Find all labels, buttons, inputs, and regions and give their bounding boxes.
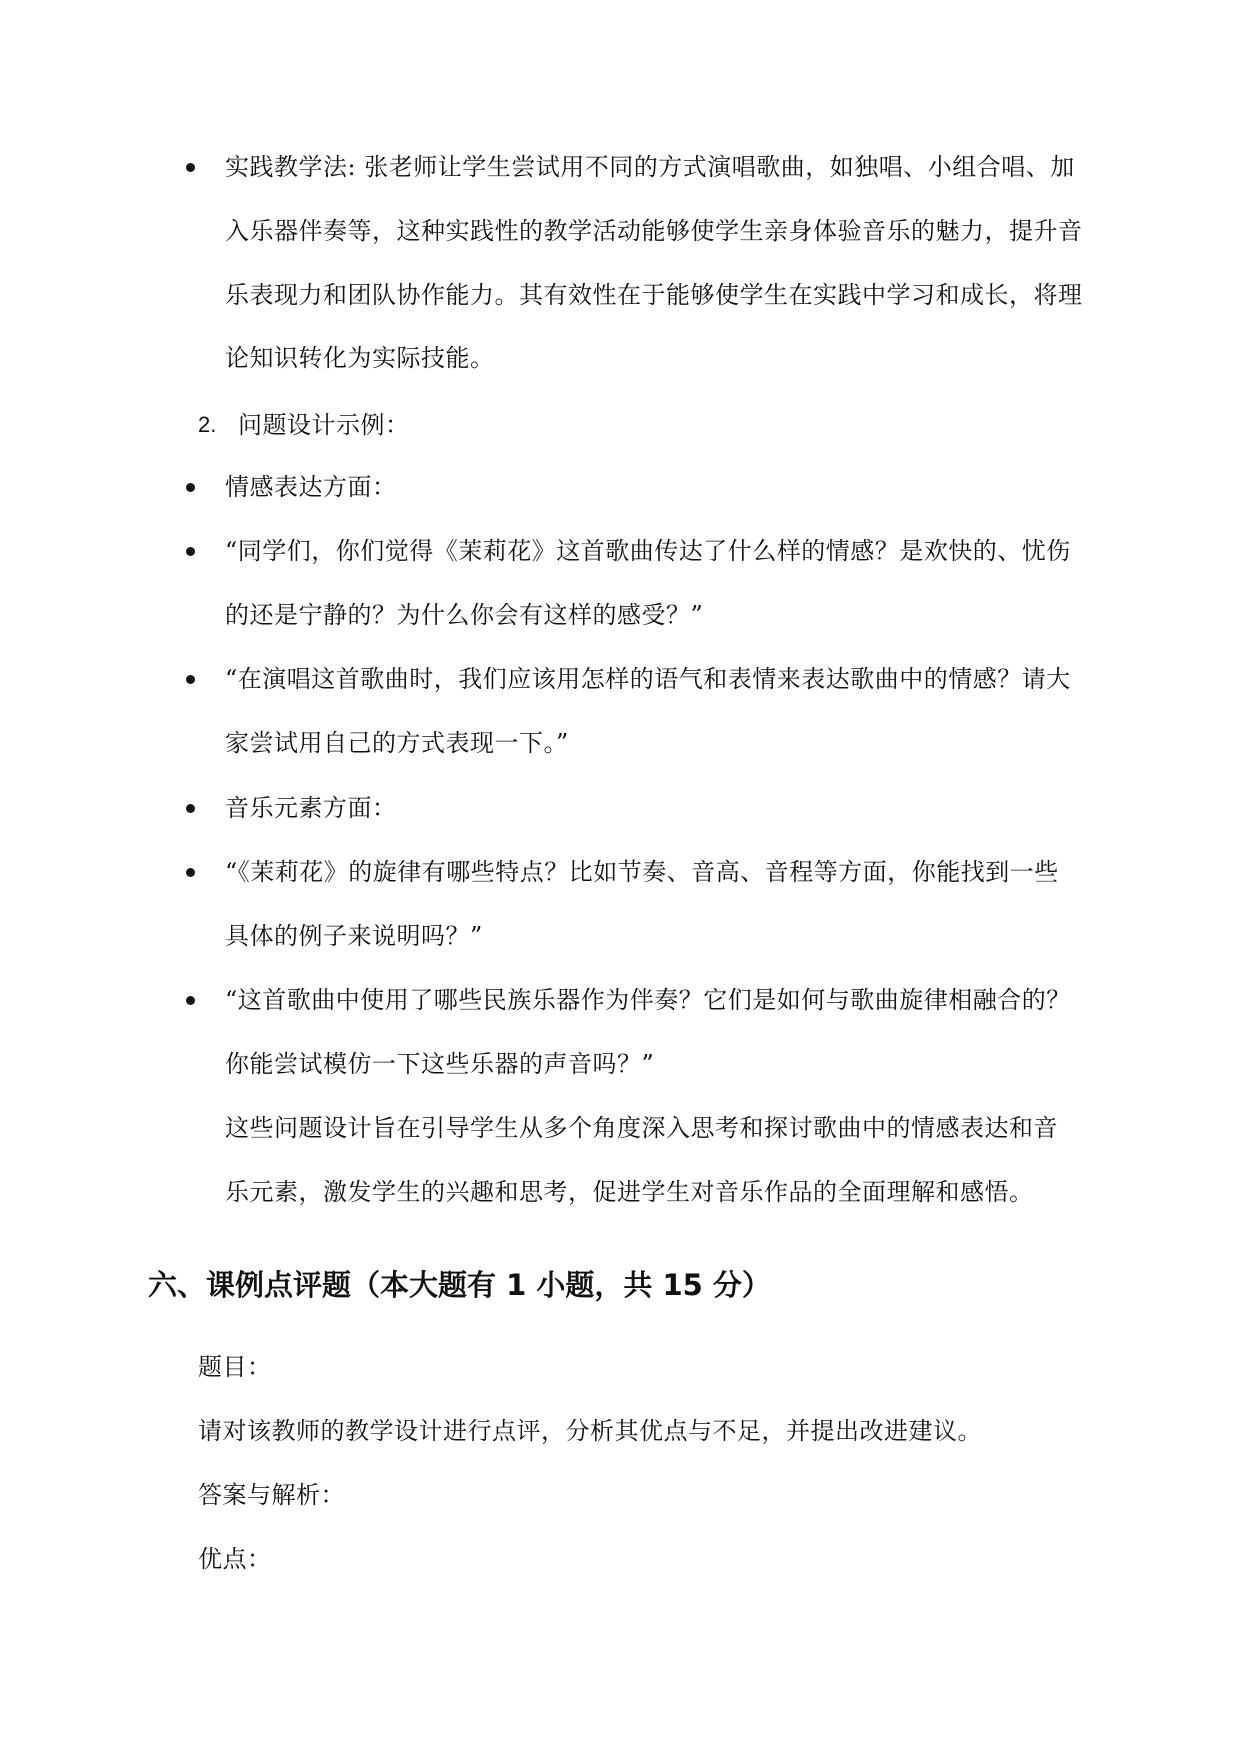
music-q1-line-1: “《茉莉花》的旋律有哪些特点？比如节奏、音高、音程等方面，你能找到一些 xyxy=(225,858,1059,886)
practice-line-4: 论知识转化为实际技能。 xyxy=(225,344,495,372)
answer-label: 答案与解析： xyxy=(198,1481,345,1509)
emotion-header: 情感表达方面： xyxy=(225,473,397,501)
music-q1-line-2: 具体的例子来说明吗？” xyxy=(225,922,483,950)
list-number-2: 2. xyxy=(198,412,217,437)
summary-line-2: 乐元素，激发学生的兴趣和思考，促进学生对音乐作品的全面理解和感悟。 xyxy=(225,1178,1034,1206)
music-q2-line-2: 你能尝试模仿一下这些乐器的声音吗？” xyxy=(225,1050,655,1078)
question-label: 题目： xyxy=(198,1353,272,1381)
practice-line-3: 乐表现力和团队协作能力。其有效性在于能够使学生在实践中学习和成长，将理 xyxy=(225,281,1083,309)
practice-line-1: 实践教学法: 张老师让学生尝试用不同的方式演唱歌曲，如独唱、小组合唱、加 xyxy=(225,153,1075,181)
music-q2-line-1: “这首歌曲中使用了哪些民族乐器作为伴奏？它们是如何与歌曲旋律相融合的？ xyxy=(225,986,1071,1014)
emotion-q2-line-2: 家尝试用自己的方式表现一下。” xyxy=(225,729,569,757)
emotion-q2-line-1: “在演唱这首歌曲时，我们应该用怎样的语气和表情来表达歌曲中的情感？请大 xyxy=(225,665,1071,693)
bullet-music-header xyxy=(186,804,195,813)
summary-line-1: 这些问题设计旨在引导学生从多个角度深入思考和探讨歌曲中的情感表达和音 xyxy=(225,1114,1058,1142)
question-text: 请对该教师的教学设计进行点评，分析其优点与不足，并提出改进建议。 xyxy=(198,1417,982,1445)
bullet-music-q2 xyxy=(186,996,195,1005)
bullet-practice xyxy=(186,163,195,172)
question-design-example-label: 问题设计示例： xyxy=(238,411,410,439)
bullet-emotion-q1 xyxy=(186,547,195,556)
bullet-emotion-header xyxy=(186,483,195,492)
emotion-q1-line-1: “同学们，你们觉得《茉莉花》这首歌曲传达了什么样的情感？是欢快的、忧伤 xyxy=(225,537,1071,565)
section-heading: 六、课例点评题（本大题有 1 小题，共 15 分） xyxy=(148,1268,771,1302)
emotion-q1-line-2: 的还是宁静的？为什么你会有这样的感受？” xyxy=(225,601,704,629)
practice-line-2: 入乐器伴奏等，这种实践性的教学活动能够使学生亲身体验音乐的魅力，提升音 xyxy=(225,217,1083,245)
bullet-music-q1 xyxy=(186,868,195,877)
music-header: 音乐元素方面： xyxy=(225,794,397,822)
bullet-emotion-q2 xyxy=(186,675,195,684)
strengths-label: 优点： xyxy=(198,1545,272,1573)
